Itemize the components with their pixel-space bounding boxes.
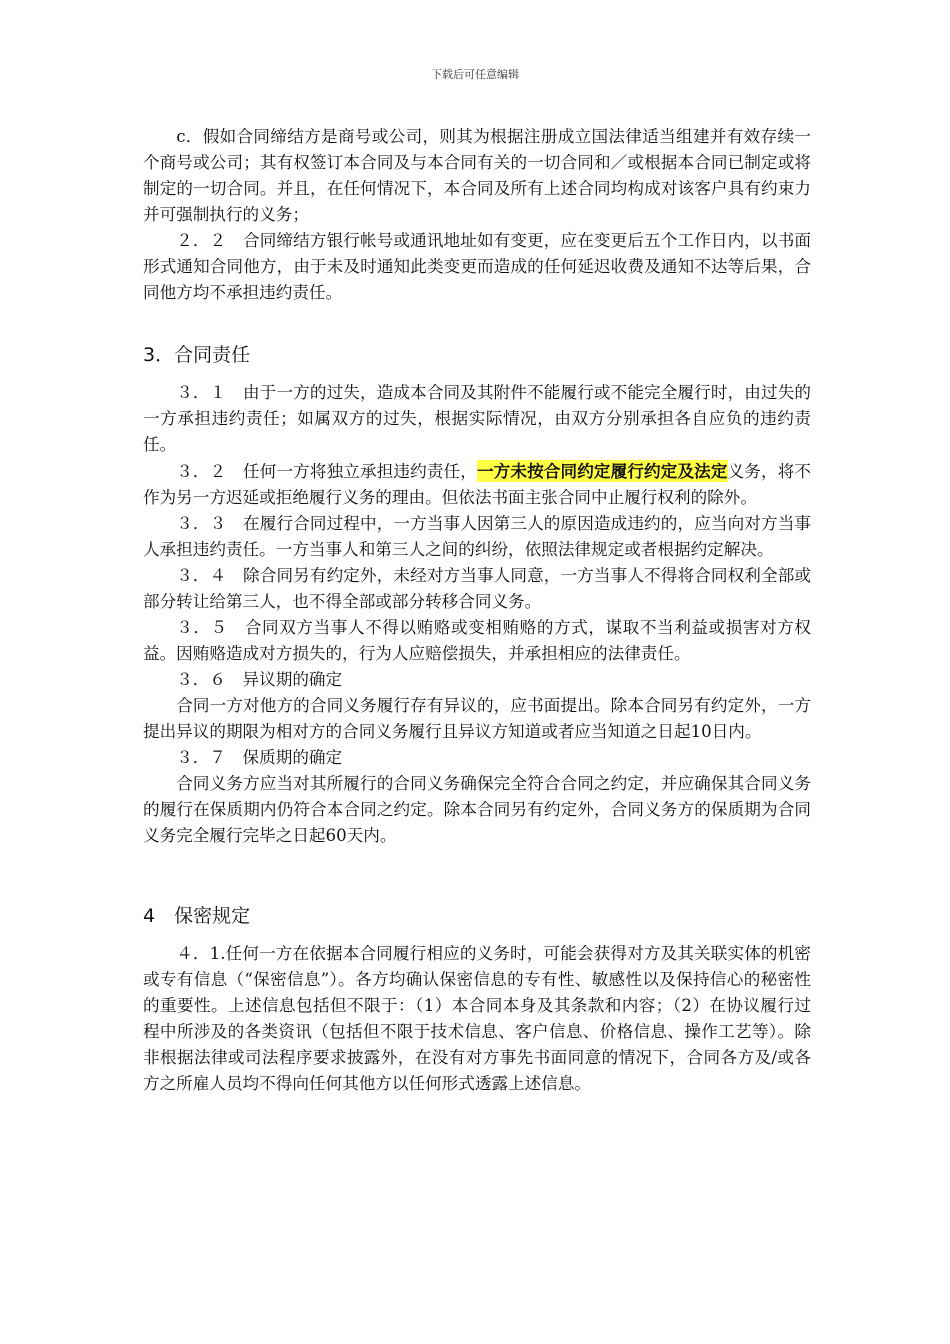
section-3-title: 3．合同责任: [143, 344, 251, 366]
document-body: [143, 124, 811, 1097]
clause-3-7-body: 合同义务方应当对其所履行的合同义务确保完全符合合同之约定，并应确保其合同义务的履行在保质期内仍符合本合同之约定。除本合同另有约定外，合同义务方的保质期为合同义务完全履行完毕之日起60天内。: [143, 774, 811, 845]
highlighted-text: 一方未按合同约定履行约定及法定: [476, 461, 728, 481]
clause-3-4: ３．４ 除合同另有约定外，未经对方当事人同意，一方当事人不得将合同权利全部或部分转让给第三人，也不得全部或部分转移合同义务。: [143, 566, 811, 611]
clause-3-2-lead: ３．２ 任何一方将独立承担违约责任，: [176, 462, 477, 481]
clause-4-1: ４．1.任何一方在依据本合同履行相应的义务时，可能会获得对方及其关联实体的机密或专有信息（“保密信息”）。各方均确认保密信息的专有性、敏感性以及保持信心的秘密性的重要性。上述信息包括但不限于：（1）本合同本身及其条款和内容；（2）在协议履行过程中所涉及的各类资讯（包括但不限于技术信息、客户信息、价格信息、操作工艺等）。除非根据法律或司法程序要求披露外，在没有对方事先书面同意的情况下，合同各方及/或各方之所雇人员均不得向任何其他方以任何形式透露上述信息。: [143, 944, 811, 1093]
clause-3-3: ３．３ 在履行合同过程中，一方当事人因第三人的原因造成违约的，应当向对方当事人承担违约责任。一方当事人和第三人之间的纠纷，依照法律规定或者根据约定解决。: [143, 514, 811, 559]
clause-3-5: ３．５ 合同双方当事人不得以贿赂或变相贿赂的方式，谋取不当利益或损害对方权益。因贿赂造成对方损失的，行为人应赔偿损失，并承担相应的法律责任。: [143, 618, 811, 663]
clause-3-6-body: 合同一方对他方的合同义务履行存有异议的，应书面提出。除本合同另有约定外，一方提出异议的期限为相对方的合同义务履行且异议方知道或者应当知道之日起10日内。: [143, 696, 811, 741]
clause-3-2-rest: 义务，将不作为另一方迟延或拒绝履行义务的理由。但依法书面主张合同中止履行权利的除外。: [143, 462, 812, 507]
clause-3-6-title: ３．６ 异议期的确定: [176, 670, 343, 689]
clause-2-2: ２．２ 合同缔结方银行帐号或通讯地址如有变更，应在变更后五个工作日内，以书面形式通知合同他方，由于未及时通知此类变更而造成的任何延迟收费及通知不达等后果，合同他方均不承担违约责任。: [143, 231, 811, 302]
clause-3-2: [143, 458, 811, 511]
section-4-title: 4 保密规定: [143, 905, 251, 927]
clause-2-1-c: c．假如合同缔结方是商号或公司，则其为根据注册成立国法律适当组建并有效存续一个商号或公司；其有权签订本合同及与本合同有关的一切合同和／或根据本合同已制定或将制定的一切合同。并且，在任何情况下，本合同及所有上述合同均构成对该客户具有约束力并可强制执行的义务；: [143, 127, 811, 224]
page-header: 下载后可任意编辑: [431, 68, 519, 81]
clause-3-1: ３．１ 由于一方的过失，造成本合同及其附件不能履行或不能完全履行时，由过失的一方承担违约责任；如属双方的过失，根据实际情况，由双方分别承担各自应负的违约责任。: [143, 383, 811, 454]
clause-3-7-title: ３．７ 保质期的确定: [176, 748, 343, 767]
